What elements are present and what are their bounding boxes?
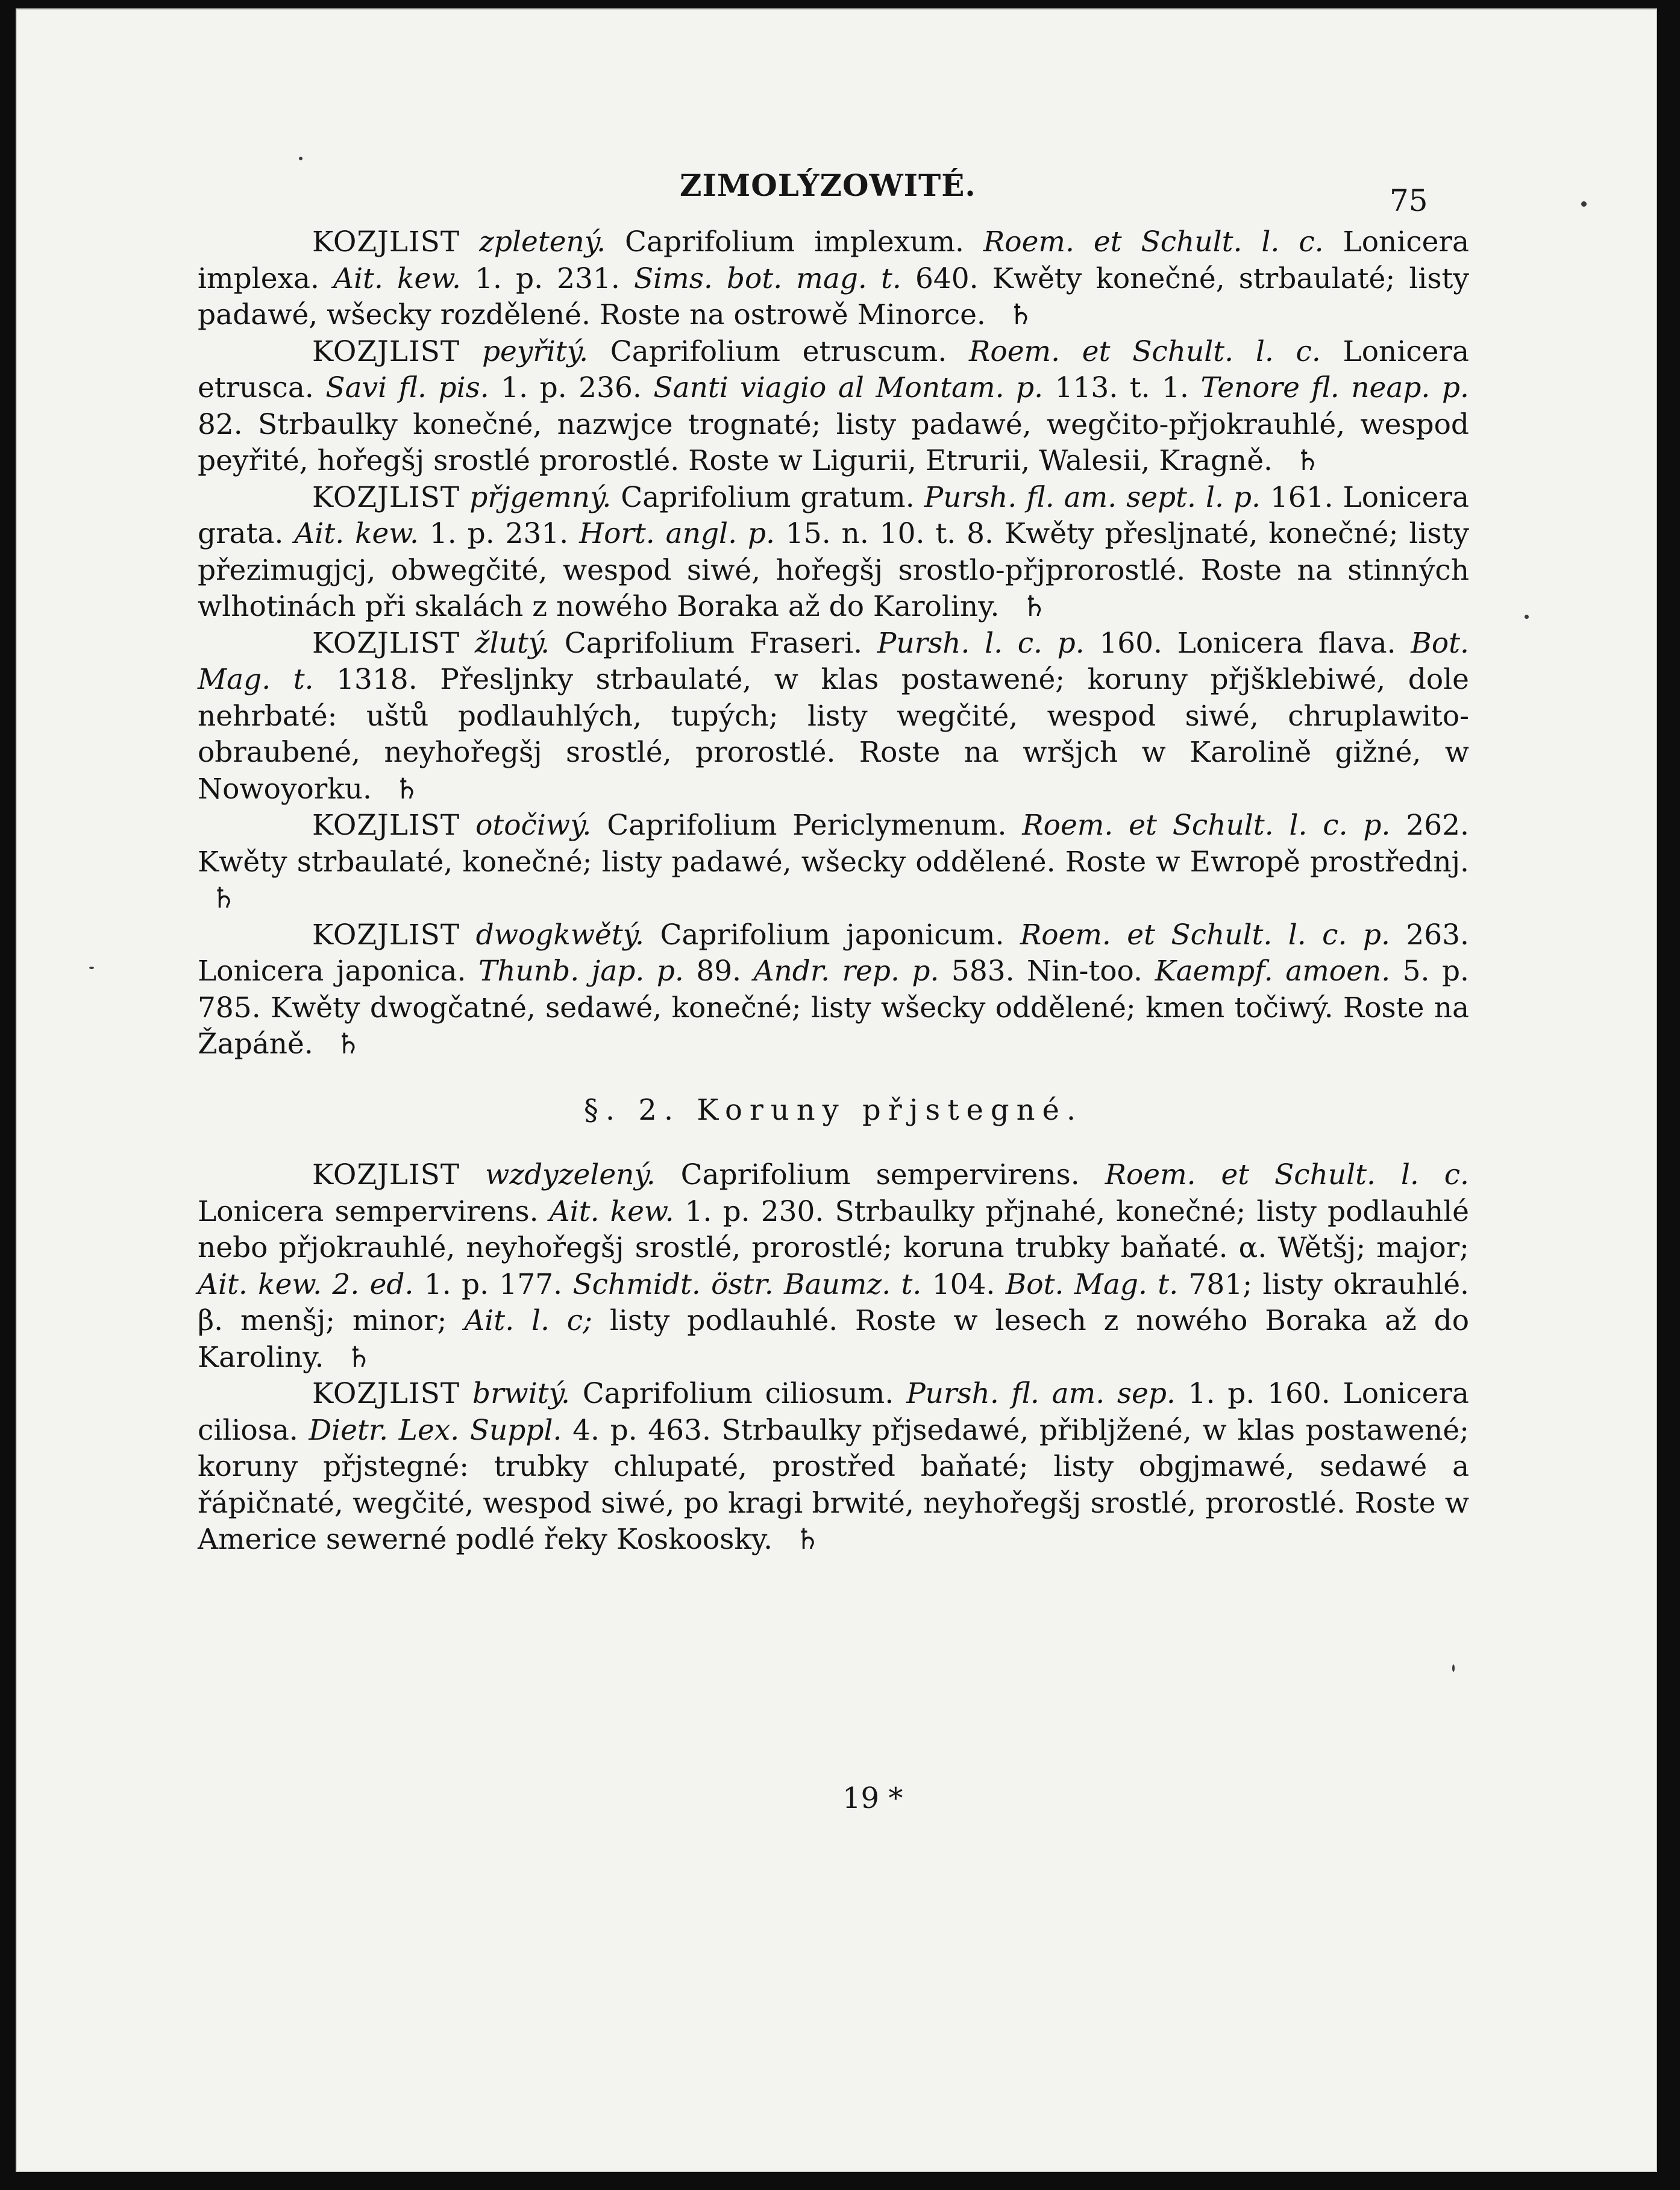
scan-speck — [1525, 615, 1529, 619]
entry-text: 113. t. 1. — [1055, 371, 1189, 404]
species-epithet: brwitý. — [472, 1377, 570, 1410]
genus-name: KOZJLIST — [312, 1377, 460, 1410]
saturn-symbol-icon: ♄ — [346, 1340, 372, 1374]
species-epithet: wzdyzelený. — [485, 1158, 656, 1191]
citation: Andr. rep. p. — [753, 955, 939, 988]
entry-text: 583. Nin-too. — [951, 955, 1142, 988]
entry-text: 1. p. 160. Lonicera ciliosa. — [198, 1377, 1469, 1447]
entry-text: Caprifolium sempervirens. — [680, 1158, 1080, 1191]
genus-name: KOZJLIST — [312, 225, 460, 259]
citation: Pursh. fl. am. sept. l. p. — [924, 480, 1261, 514]
entry-text: 640. Kwěty konečné, strbaulaté; listy padawé, wšecky rozdělené. Roste na ostrowě Minorce. — [198, 262, 1469, 331]
species-entry — [198, 224, 1469, 334]
entry-text: 1. p. 236. — [501, 371, 642, 404]
citation: Roem. et Schult. l. c. — [969, 334, 1321, 368]
signature-mark: 19 * — [842, 1781, 903, 1815]
citation: Ait. kew. — [294, 517, 419, 550]
citation: Ait. kew. — [333, 262, 461, 295]
species-entry — [198, 1376, 1469, 1558]
entry-text: 4. p. 463. Strbaulky přjsedawé, přibljžené, w klas postawené; koruny přjstegné: trubky chlupaté, prostřed baňaté; listy obgjmawé, sedawé a řápičnaté, wegčité, wespod siwé, po kragi brwité, neyhořegšj srostlé, prorostlé. Roste w Americe sewerné podlé řeky Koskoosky. — [198, 1413, 1469, 1556]
entry-text: 263. Lonicera japonica. — [198, 918, 1469, 988]
entry-text: Caprifolium etruscum. — [610, 334, 947, 368]
page-sheet — [16, 8, 1657, 2172]
genus-name: KOZJLIST — [312, 809, 460, 842]
species-epithet: dwogkwětý. — [475, 918, 645, 952]
citation: Bot. Mag. t. — [198, 626, 1469, 696]
citation: Roem. et Schult. l. c. — [1105, 1158, 1469, 1191]
species-entry — [198, 1157, 1469, 1376]
genus-name: KOZJLIST — [312, 480, 460, 514]
species-epithet: zpletený. — [479, 225, 606, 259]
entry-text: Lonicera implexa. — [198, 225, 1469, 295]
entry-text: Caprifolium gratum. — [621, 480, 915, 514]
genus-name: KOZJLIST — [312, 334, 460, 368]
citation: Ait. l. c; — [464, 1304, 592, 1337]
entry-text: 104. — [932, 1267, 995, 1301]
citation: Ait. kew. 2. ed. — [198, 1267, 414, 1301]
saturn-symbol-icon: ♄ — [1294, 444, 1321, 477]
entry-text: 82. Strbaulky konečné, nazwjce trognaté; listy padawé, wegčito-přjokrauhlé, wespod peyřité, hořegšj srostlé prorostlé. Roste w Ligurii, Etrurii, Walesii, Kragně. — [198, 407, 1469, 477]
entry-text: Caprifolium Fraseri. — [564, 626, 863, 660]
entry-text: 1318. Přesljnky strbaulaté, w klas postawené; koruny přjšklebiwé, dole nehrbaté: uštů podlauhlých, tupých; listy wegčité, wespod siwé, chruplawito-obraubené, neyhořegšj srostlé, prorostlé. Roste na wršjch w Karolině gižné, w Nowoyorku. — [198, 663, 1469, 806]
page-number: 75 — [1390, 183, 1428, 218]
citation: Hort. angl. p. — [579, 517, 775, 550]
entry-text: 1. p. 231. — [475, 262, 620, 295]
citation: Pursh. l. c. p. — [877, 626, 1085, 660]
entry-text: 89. — [696, 955, 742, 988]
scan-speck — [1581, 201, 1587, 207]
main-text — [198, 224, 1469, 1558]
saturn-symbol-icon: ♄ — [335, 1028, 361, 1061]
citation: Thunb. jap. p. — [478, 955, 684, 988]
genus-name: KOZJLIST — [312, 626, 460, 660]
species-epithet: žlutý. — [474, 626, 550, 660]
citation: Dietr. Lex. Suppl. — [309, 1413, 562, 1447]
citation: Savi fl. pis. — [325, 371, 489, 404]
species-entry — [198, 480, 1469, 626]
citation: Sims. bot. mag. t. — [633, 262, 901, 295]
entry-text: listy podlauhlé. Roste w lesech z nowého Boraka až do Karoliny. — [198, 1304, 1469, 1374]
citation: Roem. et Schult. l. c. p. — [1020, 918, 1390, 952]
species-epithet: otočiwý. — [475, 809, 592, 842]
entry-text: Caprifolium japonicum. — [660, 918, 1005, 952]
scan-speck — [89, 967, 94, 969]
entry-text: 1. p. 177. — [424, 1267, 563, 1301]
saturn-symbol-icon: ♄ — [393, 772, 420, 806]
citation: Kaempf. amoen. — [1155, 955, 1391, 988]
species-entry — [198, 334, 1469, 480]
entry-text: Caprifolium implexum. — [625, 225, 964, 259]
entry-text: Lonicera etrusca. — [198, 334, 1469, 404]
citation: Schmidt. östr. Baumz. t. — [572, 1267, 922, 1301]
species-entry — [198, 626, 1469, 808]
citation: Ait. kew. — [549, 1194, 674, 1228]
citation: Roem. et Schult. l. c. — [983, 225, 1324, 259]
citation: Pursh. fl. am. sep. — [906, 1377, 1176, 1410]
entry-text: 161. Lonicera grata. — [198, 480, 1469, 550]
section-heading: §. 2. Koruny přjstegné. — [583, 1093, 1083, 1127]
species-entry — [198, 917, 1469, 1063]
entry-text: 160. Lonicera flava. — [1099, 626, 1396, 660]
entry-text: Caprifolium ciliosum. — [582, 1377, 894, 1410]
scan-speck — [1452, 1664, 1455, 1672]
scan-speck — [299, 157, 302, 160]
citation: Roem. et Schult. l. c. p. — [1022, 809, 1391, 842]
species-epithet: přjgemný. — [469, 480, 612, 514]
species-epithet: peyřitý. — [481, 334, 589, 368]
citation: Tenore fl. neap. p. — [1200, 371, 1469, 404]
saturn-symbol-icon: ♄ — [795, 1523, 821, 1556]
running-header-title: ZIMOLÝZOWITÉ. — [680, 168, 976, 203]
entry-text: 15. n. 10. t. 8. Kwěty přesljnaté, konečné; listy přezimugjcj, obwegčité, wespod siwé, hořegšj srostlo-přjprorostlé. Roste na stinných wlhotinách při skalách z nowého Boraka až do Karoliny. — [198, 517, 1469, 623]
citation: Santi viagio al Montam. p. — [653, 371, 1044, 404]
entry-text: 781; listy okrauhlé. β. menšj; minor; — [198, 1267, 1469, 1337]
entry-text: 1. p. 231. — [429, 517, 569, 550]
saturn-symbol-icon: ♄ — [211, 882, 237, 915]
species-entry — [198, 808, 1469, 917]
entry-text: 5. p. 785. Kwěty dwogčatné, sedawé, konečné; listy wšecky oddělené; kmen točiwý. Roste na Žapáně. — [198, 955, 1469, 1061]
citation: Bot. Mag. t. — [1005, 1267, 1179, 1301]
entry-text: 1. p. 230. Strbaulky přjnahé, konečné; listy podlauhlé nebo přjokrauhlé, neyhořegšj srostlé, prorostlé; koruna trubky baňaté. α. Wětšj; major; — [198, 1194, 1469, 1264]
entry-text: Lonicera sempervirens. — [198, 1194, 539, 1228]
saturn-symbol-icon: ♄ — [1008, 298, 1033, 331]
entry-text: 262. Kwěty strbaulaté, konečné; listy padawé, wšecky oddělené. Roste w Ewropě prostřednj. — [198, 809, 1469, 879]
saturn-symbol-icon: ♄ — [1021, 590, 1047, 623]
genus-name: KOZJLIST — [312, 1158, 460, 1191]
genus-name: KOZJLIST — [312, 918, 460, 952]
entry-text: Caprifolium Periclymenum. — [607, 809, 1007, 842]
